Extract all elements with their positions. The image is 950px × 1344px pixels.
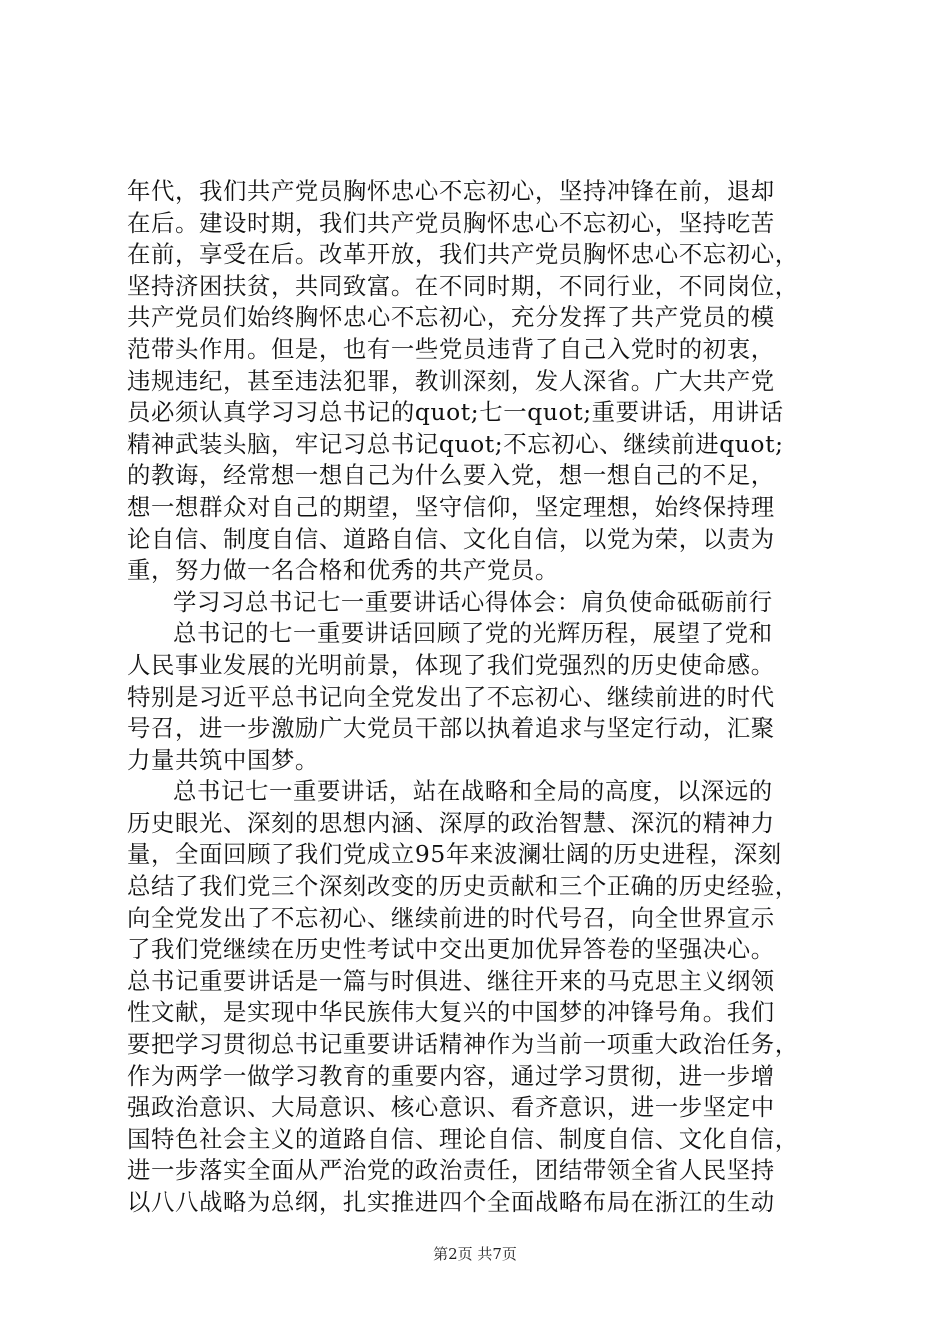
text-line: 强政治意识、大局意识、核心意识、看齐意识，进一步坚定中: [127, 1093, 775, 1122]
text-line: 进一步落实全面从严治党的政治责任，团结带领全省人民坚持: [127, 1156, 775, 1185]
text-line: 向全党发出了不忘初心、继续前进的时代号召，向全世界宣示: [127, 903, 775, 932]
text-line: 力量共筑中国梦。: [127, 745, 319, 774]
text-line: 范带头作用。但是，也有一些党员违背了自己入党时的初衷，: [127, 334, 775, 363]
text-line: 总书记七一重要讲话，站在战略和全局的高度，以深远的: [173, 777, 773, 806]
text-line: 违规违纪，甚至违法犯罪，教训深刻，发人深省。广大共产党: [127, 366, 775, 395]
text-line: 共产党员们始终胸怀忠心不忘初心，充分发挥了共产党员的模: [127, 303, 775, 332]
text-line: 论自信、制度自信、道路自信、文化自信，以党为荣，以责为: [127, 524, 775, 553]
text-line: 重，努力做一名合格和优秀的共产党员。: [127, 556, 559, 585]
text-line: 特别是习近平总书记向全党发出了不忘初心、继续前进的时代: [127, 682, 775, 711]
text-line: 要把学习贯彻总书记重要讲话精神作为当前一项重大政治任务，: [127, 1030, 799, 1059]
text-line: 历史眼光、深刻的思想内涵、深厚的政治智慧、深沉的精神力: [127, 808, 775, 837]
text-line: 了我们党继续在历史性考试中交出更加优异答卷的坚强决心。: [127, 935, 775, 964]
page-number-footer: 第2页 共7页: [433, 1245, 517, 1263]
text-line: 总结了我们党三个深刻改变的历史贡献和三个正确的历史经验，: [127, 872, 799, 901]
text-line: 想一想群众对自己的期望，坚守信仰，坚定理想，始终保持理: [127, 492, 775, 521]
text-line: 国特色社会主义的道路自信、理论自信、制度自信、文化自信，: [127, 1124, 799, 1153]
text-line: 员必须认真学习习总书记的quot;七一quot;重要讲话，用讲话: [127, 398, 784, 427]
text-line: 精神武装头脑，牢记习总书记quot;不忘初心、继续前进quot;: [127, 429, 784, 458]
text-line: 在后。建设时期，我们共产党员胸怀忠心不忘初心，坚持吃苦: [127, 208, 775, 237]
text-line: 总书记重要讲话是一篇与时俱进、继往开来的马克思主义纲领: [127, 966, 775, 995]
text-line: 性文献，是实现中华民族伟大复兴的中国梦的冲锋号角。我们: [127, 998, 775, 1027]
text-line: 总书记的七一重要讲话回顾了党的光辉历程，展望了党和: [173, 619, 773, 648]
text-line: 以八八战略为总纲，扎实推进四个全面战略布局在浙江的生动: [127, 1188, 775, 1216]
document-body: [127, 176, 832, 1219]
text-line: 量，全面回顾了我们党成立95年来波澜壮阔的历史进程，深刻: [127, 840, 782, 869]
text-line: 号召，进一步激励广大党员干部以执着追求与坚定行动，汇聚: [127, 714, 775, 743]
text-line: 年代，我们共产党员胸怀忠心不忘初心，坚持冲锋在前，退却: [127, 177, 775, 205]
text-line: 人民事业发展的光明前景，体现了我们党强烈的历史使命感。: [127, 650, 775, 679]
text-line: 在前，享受在后。改革开放，我们共产党员胸怀忠心不忘初心，: [127, 240, 799, 269]
section-heading: 学习习总书记七一重要讲话心得体会：肩负使命砥砺前行: [173, 587, 773, 616]
text-line: 坚持济困扶贫，共同致富。在不同时期，不同行业，不同岗位，: [127, 271, 799, 300]
text-line: 作为两学一做学习教育的重要内容，通过学习贯彻，进一步增: [127, 1061, 775, 1090]
text-line: 的教诲，经常想一想自己为什么要入党，想一想自己的不足，: [127, 461, 775, 490]
